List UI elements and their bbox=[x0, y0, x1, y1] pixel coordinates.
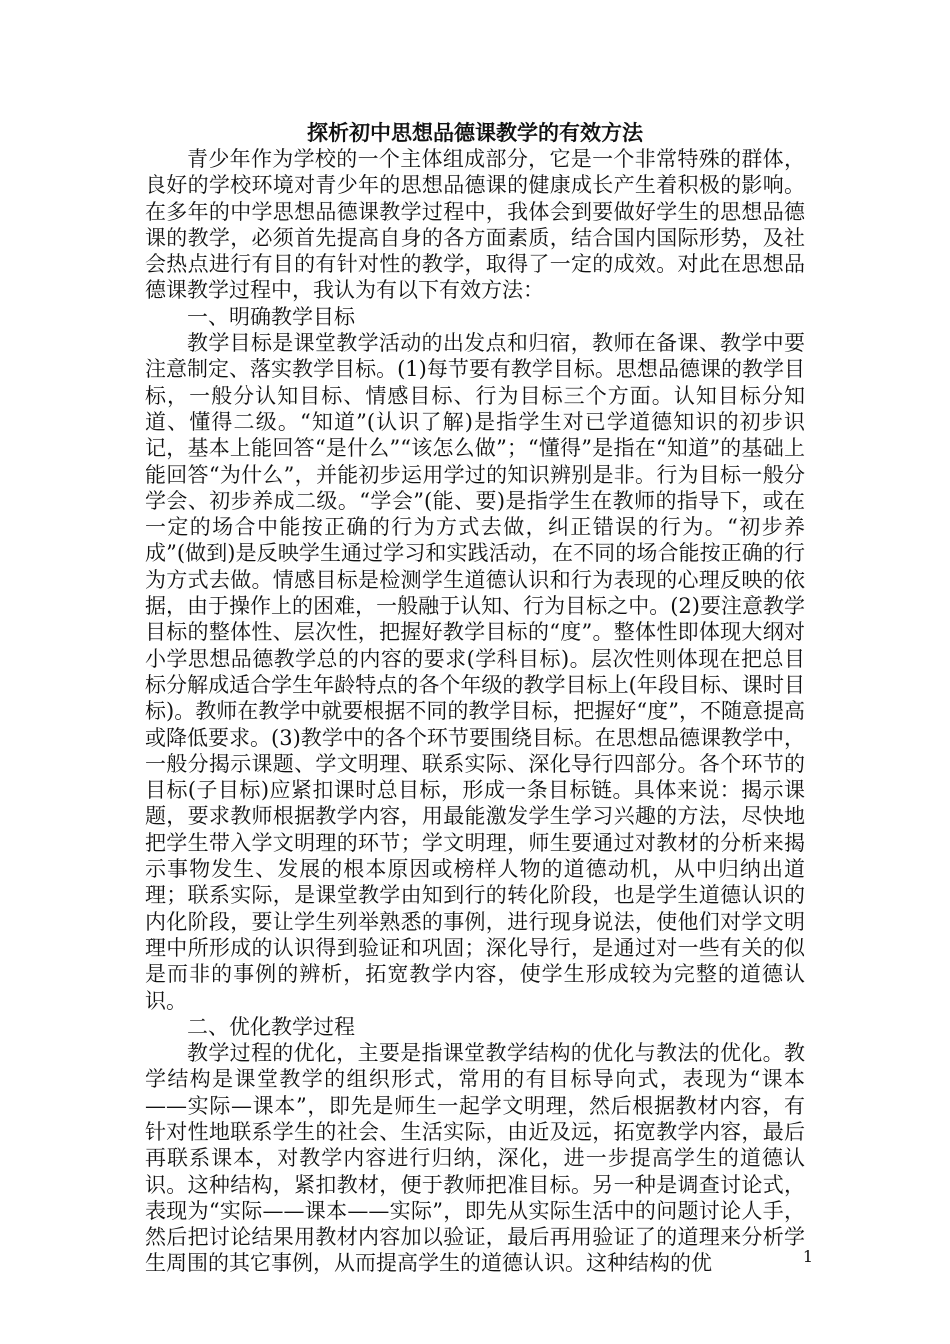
paragraph-section-2: 教学过程的优化，主要是指课堂教学结构的优化与教法的优化。教学结构是课堂教学的组织形式，常用的有目标导向式，表现为“课本——实际—课本”，即先是师生一起学文明理，然后根据教材内容，有针对性地联系学生的社会、生活实际，由近及远，拓宽教学内容，最后再联系课本，对教学内容进行归纳，深化，进一步提高学生的道德认识。这种结构，紧扣教材，便于教师把准目标。另一种是调查讨论式，表现为“实际——课本——实际”，即先从实际生活中的问题讨论人手，然后把讨论结果用教材内容加以验证，最后再用验证了的道理来分析学生周围的其它事例，从而提高学生的道德认识。这种结构的优 bbox=[145, 1041, 805, 1276]
paragraph-section-1: 教学目标是课堂教学活动的出发点和归宿，教师在备课、教学中要注意制定、落实教学目标。(1)每节要有教学目标。思想品德课的教学目标，一般分认知目标、情感目标、行为目标三个方面。认知目标分知道、懂得二级。“知道”(认识了解)是指学生对已学道德知识的初步识记，基本上能回答“是什么”“该怎么做”；“懂得”是指在“知道”的基础上能回答“为什么”，并能初步运用学过的知识辨别是非。行为目标一般分学会、初步养成二级。“学会”(能、要)是指学生在教师的指导下，或在一定的场合中能按正确的行为方式去做，纠正错误的行为。“初步养成”(做到)是反映学生通过学习和实践活动，在不同的场合能按正确的行为方式去做。情感目标是检测学生道德认识和行为表现的心理反映的依据，由于操作上的困难，一般融于认知、行为目标之中。(2)要注意教学目标的整体性、层次性，把握好教学目标的“度”。整体性即体现大纲对小学思想品德教学总的内容的要求(学科目标)。层次性则体现在把总目标分解成适合学生年龄特点的各个年级的教学目标上(年段目标、课时目标)。教师在教学中就要根据不同的教学目标，把握好“度”，不随意提高或降低要求。(3)教学中的各个环节要围绕目标。在思想品德课教学中，一般分揭示课题、学文明理、联系实际、深化导行四部分。各个环节的目标(子目标)应紧扣课时总目标，形成一条目标链。具体来说：揭示课题，要求教师根据教学内容，用最能激发学生学习兴趣的方法，尽快地把学生带入学文明理的环节；学文明理，师生要通过对教材的分析来揭示事物发生、发展的根本原因或榜样人物的道德动机，从中归纳出道理；联系实际，是课堂教学由知到行的转化阶段，也是学生道德认识的内化阶段，要让学生列举熟悉的事例，进行现身说法，使他们对学文明理中所形成的认识得到验证和巩固；深化导行，是通过对一些有关的似是而非的事例的辨析，拓宽教学内容，使学生形成较为完整的道德认识。 bbox=[145, 331, 805, 1013]
section-heading-2: 二、优化教学过程 bbox=[187, 1014, 355, 1039]
paragraph-intro: 青少年作为学校的一个主体组成部分，它是一个非常特殊的群体，良好的学校环境对青少年的思想品德课的健康成长产生着积极的影响。在多年的中学思想品德课教学过程中，我体会到要做好学生的思想品德课的教学，必须首先提高自身的各方面素质，结合国内国际形势，及社会热点进行有目的有针对性的教学，取得了一定的成效。对此在思想品德课教学过程中，我认为有以下有效方法： bbox=[145, 147, 805, 303]
document-title: 探析初中思想品德课教学的有效方法 bbox=[307, 120, 643, 145]
document-body bbox=[145, 146, 805, 1277]
section-heading-1: 一、明确教学目标 bbox=[187, 304, 355, 329]
page-number: 1 bbox=[802, 1247, 813, 1266]
